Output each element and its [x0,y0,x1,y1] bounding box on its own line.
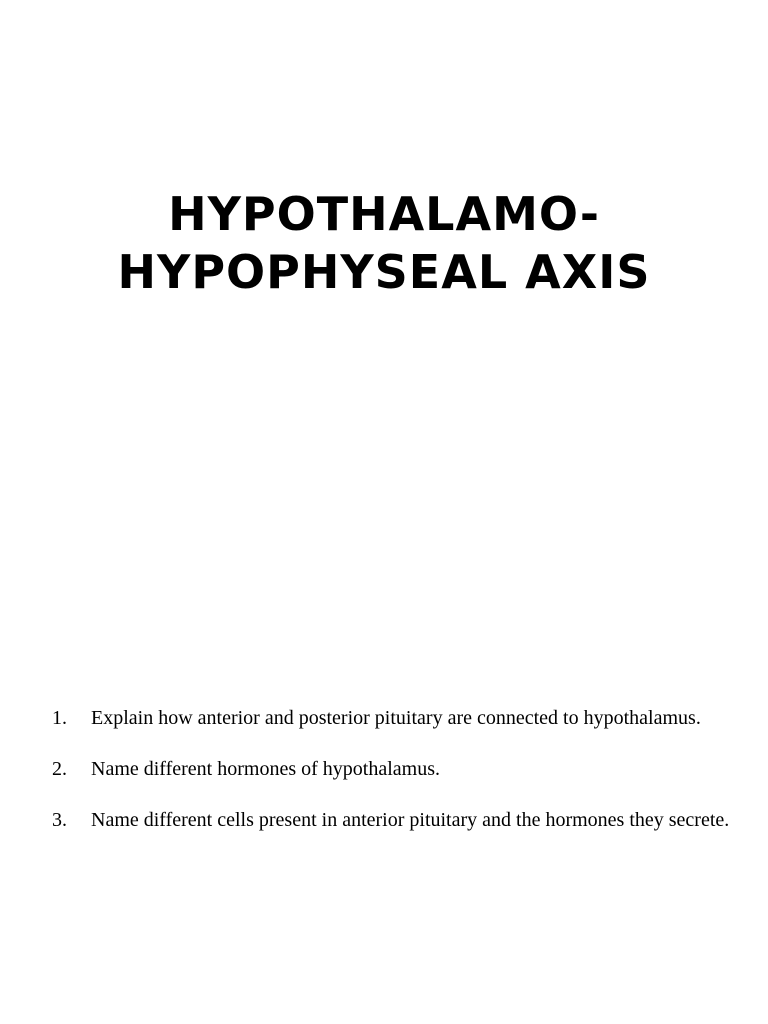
question-item [52,693,732,744]
question-list [52,693,732,846]
question-item [52,795,732,846]
question-number: 2. [52,758,67,780]
question-text: Name different hormones of hypothalamus. [91,758,440,780]
question-number: 3. [52,809,67,831]
title-line-1: HYPOTHALAMO- [168,187,600,241]
question-text: Explain how anterior and posterior pituitary are connected to hypothalamus. [91,707,701,729]
question-item [52,744,732,795]
question-text: Name different cells present in anterior pituitary and the hormones they secrete. [91,809,730,831]
question-number: 1. [52,707,67,729]
title-line-2: HYPOPHYSEAL AXIS [117,245,651,299]
page-title [0,185,768,301]
